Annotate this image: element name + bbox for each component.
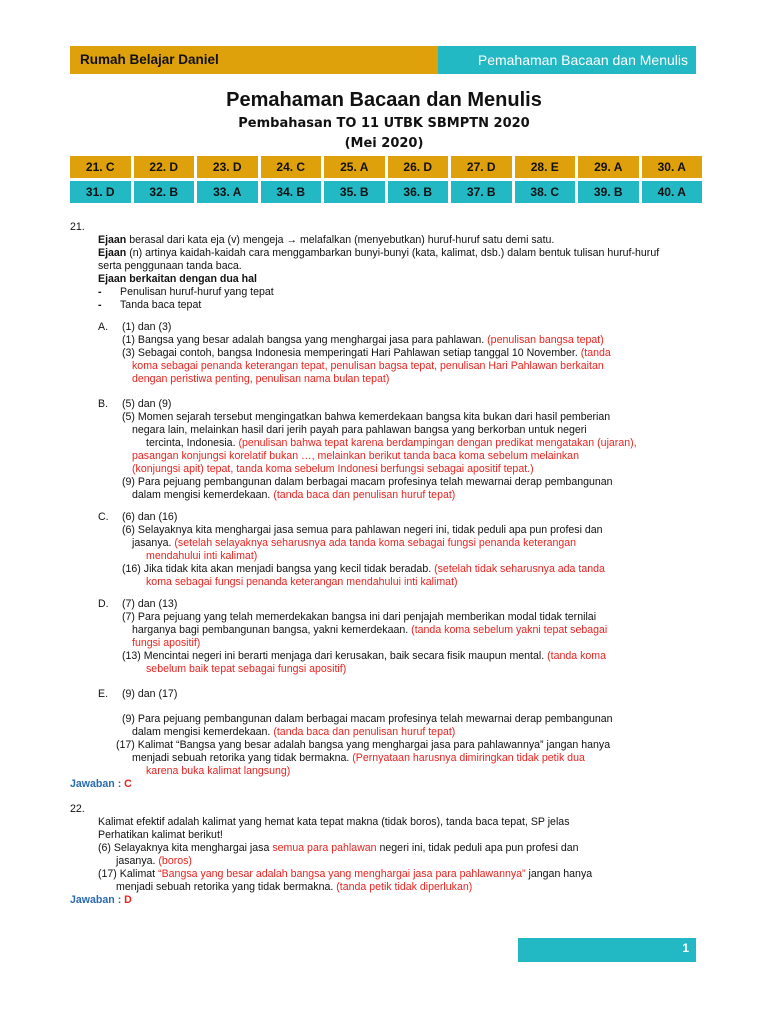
sentence: (6) Selayaknya kita menghargai jasa semua para pahlawan negeri ini, tidak peduli apa pun profesi dan <box>98 842 579 854</box>
option-label: A. <box>98 321 109 333</box>
answer-cell: 38. C <box>515 181 576 203</box>
highlight: semua para pahlawan <box>272 842 377 854</box>
answer-cell: 37. B <box>451 181 512 203</box>
answer-cell: 35. B <box>324 181 385 203</box>
page-header <box>70 46 696 74</box>
sentence: dalam mengisi kemerdekaan. (tanda baca dan penulisan huruf tepat) <box>132 489 456 501</box>
option-label: E. <box>98 688 109 700</box>
annotation: koma sebagai fungsi penanda keterangan mendahului inti kalimat) <box>146 576 458 588</box>
sentence: negara lain, melainkan hasil dari jerih payah para pahlawan bangsa yang berkorban untuk negeri <box>132 424 587 436</box>
answer-cell: 23. D <box>197 156 258 178</box>
paragraph: Kalimat efektif adalah kalimat yang hemat kata tepat makna (tidak boros), tanda baca tepat, SP jelas <box>98 816 570 828</box>
annotation: (penulisan bangsa tepat) <box>487 334 604 346</box>
option-c <box>70 511 710 524</box>
annotation: (tanda baca dan penulisan huruf tepat) <box>273 726 456 738</box>
document-body <box>70 221 710 907</box>
answer-value: D <box>124 894 132 906</box>
answer-cell: 40. A <box>642 181 703 203</box>
answer-label: Jawaban : <box>70 894 125 906</box>
text: Tanda baca tepat <box>120 299 202 311</box>
option-b <box>70 398 710 411</box>
list-item <box>70 299 710 312</box>
sentence: menjadi sebuah retorika yang tidak bermakna. (Pernyataan harusnya dimiringkan tidak petik dua <box>132 752 585 764</box>
page-title: Pemahaman Bacaan dan Menulis <box>226 89 542 111</box>
sentence: (5) Momen sejarah tersebut mengingatkan bahwa kemerdekaan bangsa kita bukan dari hasil pemberian <box>122 411 611 423</box>
annotation: (tanda koma sebelum yakni tepat sebagai <box>411 624 608 636</box>
annotation: (Pernyataan harusnya dimiringkan tidak petik dua <box>352 752 585 764</box>
annotation: (setelah tidak seharusnya ada tanda <box>434 563 605 575</box>
sentence: (9) Para pejuang pembangunan dalam berbagai macam profesinya telah mewarnai derap pembangunan <box>122 713 613 725</box>
paragraph: serta penggunaan tanda baca. <box>98 260 242 272</box>
section-heading: Ejaan berkaitan dengan dua hal <box>98 273 257 285</box>
sentence: (6) Selayaknya kita menghargai jasa semua para pahlawan negeri ini, tidak peduli apa pun profesi dan <box>122 524 603 536</box>
annotation: (tanda baca dan penulisan huruf tepat) <box>273 489 456 501</box>
sentence: (3) Sebagai contoh, bangsa Indonesia memperingati Hari Pahlawan setiap tanggal 10 November. (tanda <box>122 347 611 359</box>
answer-cell: 21. C <box>70 156 131 178</box>
bullet-dash: - <box>98 286 102 298</box>
answer-value: C <box>124 778 132 790</box>
question-number: 22. <box>70 803 85 815</box>
text: berasal dari kata eja (v) mengeja → melafalkan (menyebutkan) huruf-huruf satu demi satu. <box>126 234 555 246</box>
header-subject: Pemahaman Bacaan dan Menulis <box>438 46 696 74</box>
annotation: fungsi apositif) <box>132 637 201 649</box>
paragraph <box>70 247 710 260</box>
answer-cell: 25. A <box>324 156 385 178</box>
annotation: (boros) <box>158 855 192 867</box>
option-head: (9) dan (17) <box>122 688 178 700</box>
annotation: pasangan konjungsi korelatif bukan …, melainkan berikut tanda baca koma sebelum melainkan <box>132 450 579 462</box>
annotation: (tanda koma <box>547 650 607 662</box>
sentence: (9) Para pejuang pembangunan dalam berbagai macam profesinya telah mewarnai derap pembangunan <box>122 476 613 488</box>
list-item <box>70 286 710 299</box>
option-head: (7) dan (13) <box>122 598 178 610</box>
answer-key-row-2 <box>70 181 702 203</box>
option-label: C. <box>98 511 109 523</box>
answer-cell: 33. A <box>197 181 258 203</box>
answer-cell: 36. B <box>388 181 449 203</box>
answer-key-row-1 <box>70 156 702 178</box>
answer-line <box>70 778 710 791</box>
annotation: (penulisan bahwa tepat karena berdampingan dengan predikat mengatakan (ujaran), <box>238 437 637 449</box>
option-e <box>70 688 710 701</box>
option-label: B. <box>98 398 109 410</box>
annotation: (tanda petik tidak diperlukan) <box>336 881 473 893</box>
annotation: (tanda <box>580 347 611 359</box>
answer-label: Jawaban : <box>70 778 125 790</box>
option-head: (1) dan (3) <box>122 321 172 333</box>
sentence: harganya bagi pembangunan bangsa, yakni kemerdekaan. (tanda koma sebelum yakni tepat sebagai <box>132 624 608 636</box>
sentence: (16) Jika tidak kita akan menjadi bangsa yang kecil tidak beradab. (setelah tidak seharusnya ada tanda <box>122 563 605 575</box>
sentence: (17) Kalimat “Bangsa yang besar adalah bangsa yang menghargai jasa para pahlawannya” jangan hanya <box>116 739 611 751</box>
answer-cell: 39. B <box>578 181 639 203</box>
paragraph <box>70 234 710 247</box>
header-school-name: Rumah Belajar Daniel <box>70 46 438 74</box>
text: (n) artinya kaidah-kaidah cara menggambarkan bunyi-bunyi (kata, kalimat, dsb.) dalam bentuk tulisan huruf-huruf <box>126 247 660 259</box>
answer-cell: 27. D <box>451 156 512 178</box>
annotation: koma sebagai penanda keterangan tepat, penulisan bagsa tepat, penulisan Hari Pahlawan berkaitan <box>132 360 604 372</box>
sentence: jasanya. (setelah selayaknya seharusnya ada tanda koma sebagai fungsi penanda keterangan <box>132 537 577 549</box>
answer-line <box>70 894 710 907</box>
answer-cell: 32. B <box>134 181 195 203</box>
annotation: (setelah selayaknya seharusnya ada tanda koma sebagai fungsi penanda keterangan <box>174 537 577 549</box>
page-subtitle: Pembahasan TO 11 UTBK SBMPTN 2020 <box>238 116 530 131</box>
answer-cell: 30. A <box>642 156 703 178</box>
text: Penulisan huruf-huruf yang tepat <box>120 286 274 298</box>
annotation: karena buka kalimat langsung) <box>146 765 291 777</box>
sentence: tercinta, Indonesia. (penulisan bahwa tepat karena berdampingan dengan predikat mengatakan (ujaran), <box>146 437 637 449</box>
option-d <box>70 598 710 611</box>
answer-cell: 22. D <box>134 156 195 178</box>
option-label: D. <box>98 598 109 610</box>
bullet-dash: - <box>98 299 102 311</box>
option-head: (6) dan (16) <box>122 511 178 523</box>
term: Ejaan <box>98 234 127 246</box>
sentence: (7) Para pejuang yang telah memerdekakan bangsa ini dari penjajah memberikan modal tidak ternilai <box>122 611 597 623</box>
highlight: “Bangsa yang besar adalah bangsa yang menghargai jasa para pahlawannya” <box>158 868 526 880</box>
annotation: dengan peristiwa penting, penulisan nama bulan tepat) <box>132 373 390 385</box>
sentence: (17) Kalimat “Bangsa yang besar adalah bangsa yang menghargai jasa para pahlawannya” jangan hanya <box>98 868 593 880</box>
option-head: (5) dan (9) <box>122 398 172 410</box>
answer-cell: 26. D <box>388 156 449 178</box>
sentence: (13) Mencintai negeri ini berarti menjaga dari kerusakan, baik secara fisik maupun mental. (tanda koma <box>122 650 607 662</box>
sentence: jasanya. (boros) <box>116 855 192 867</box>
question-number: 21. <box>70 221 85 233</box>
answer-cell: 28. E <box>515 156 576 178</box>
page-number: 1 <box>518 938 696 962</box>
annotation: (konjungsi apit) tepat, tanda koma sebelum Indonesi berfungsi sebagai apositif tepat.) <box>132 463 534 475</box>
answer-cell: 34. B <box>261 181 322 203</box>
term: Ejaan <box>98 247 127 259</box>
sentence: (1) Bangsa yang besar adalah bangsa yang menghargai jasa para pahlawan. (penulisan bangsa tepat) <box>122 334 604 346</box>
paragraph: Perhatikan kalimat berikut! <box>98 829 223 841</box>
answer-cell: 24. C <box>261 156 322 178</box>
annotation: sebelum baik tepat sebagai fungsi apositif) <box>146 663 347 675</box>
annotation: mendahului inti kalimat) <box>146 550 258 562</box>
answer-cell: 31. D <box>70 181 131 203</box>
sentence: dalam mengisi kemerdekaan. (tanda baca dan penulisan huruf tepat) <box>132 726 456 738</box>
page-date: (Mei 2020) <box>344 136 424 151</box>
answer-cell: 29. A <box>578 156 639 178</box>
option-a <box>70 321 710 334</box>
sentence: menjadi sebuah retorika yang tidak bermakna. (tanda petik tidak diperlukan) <box>116 881 473 893</box>
